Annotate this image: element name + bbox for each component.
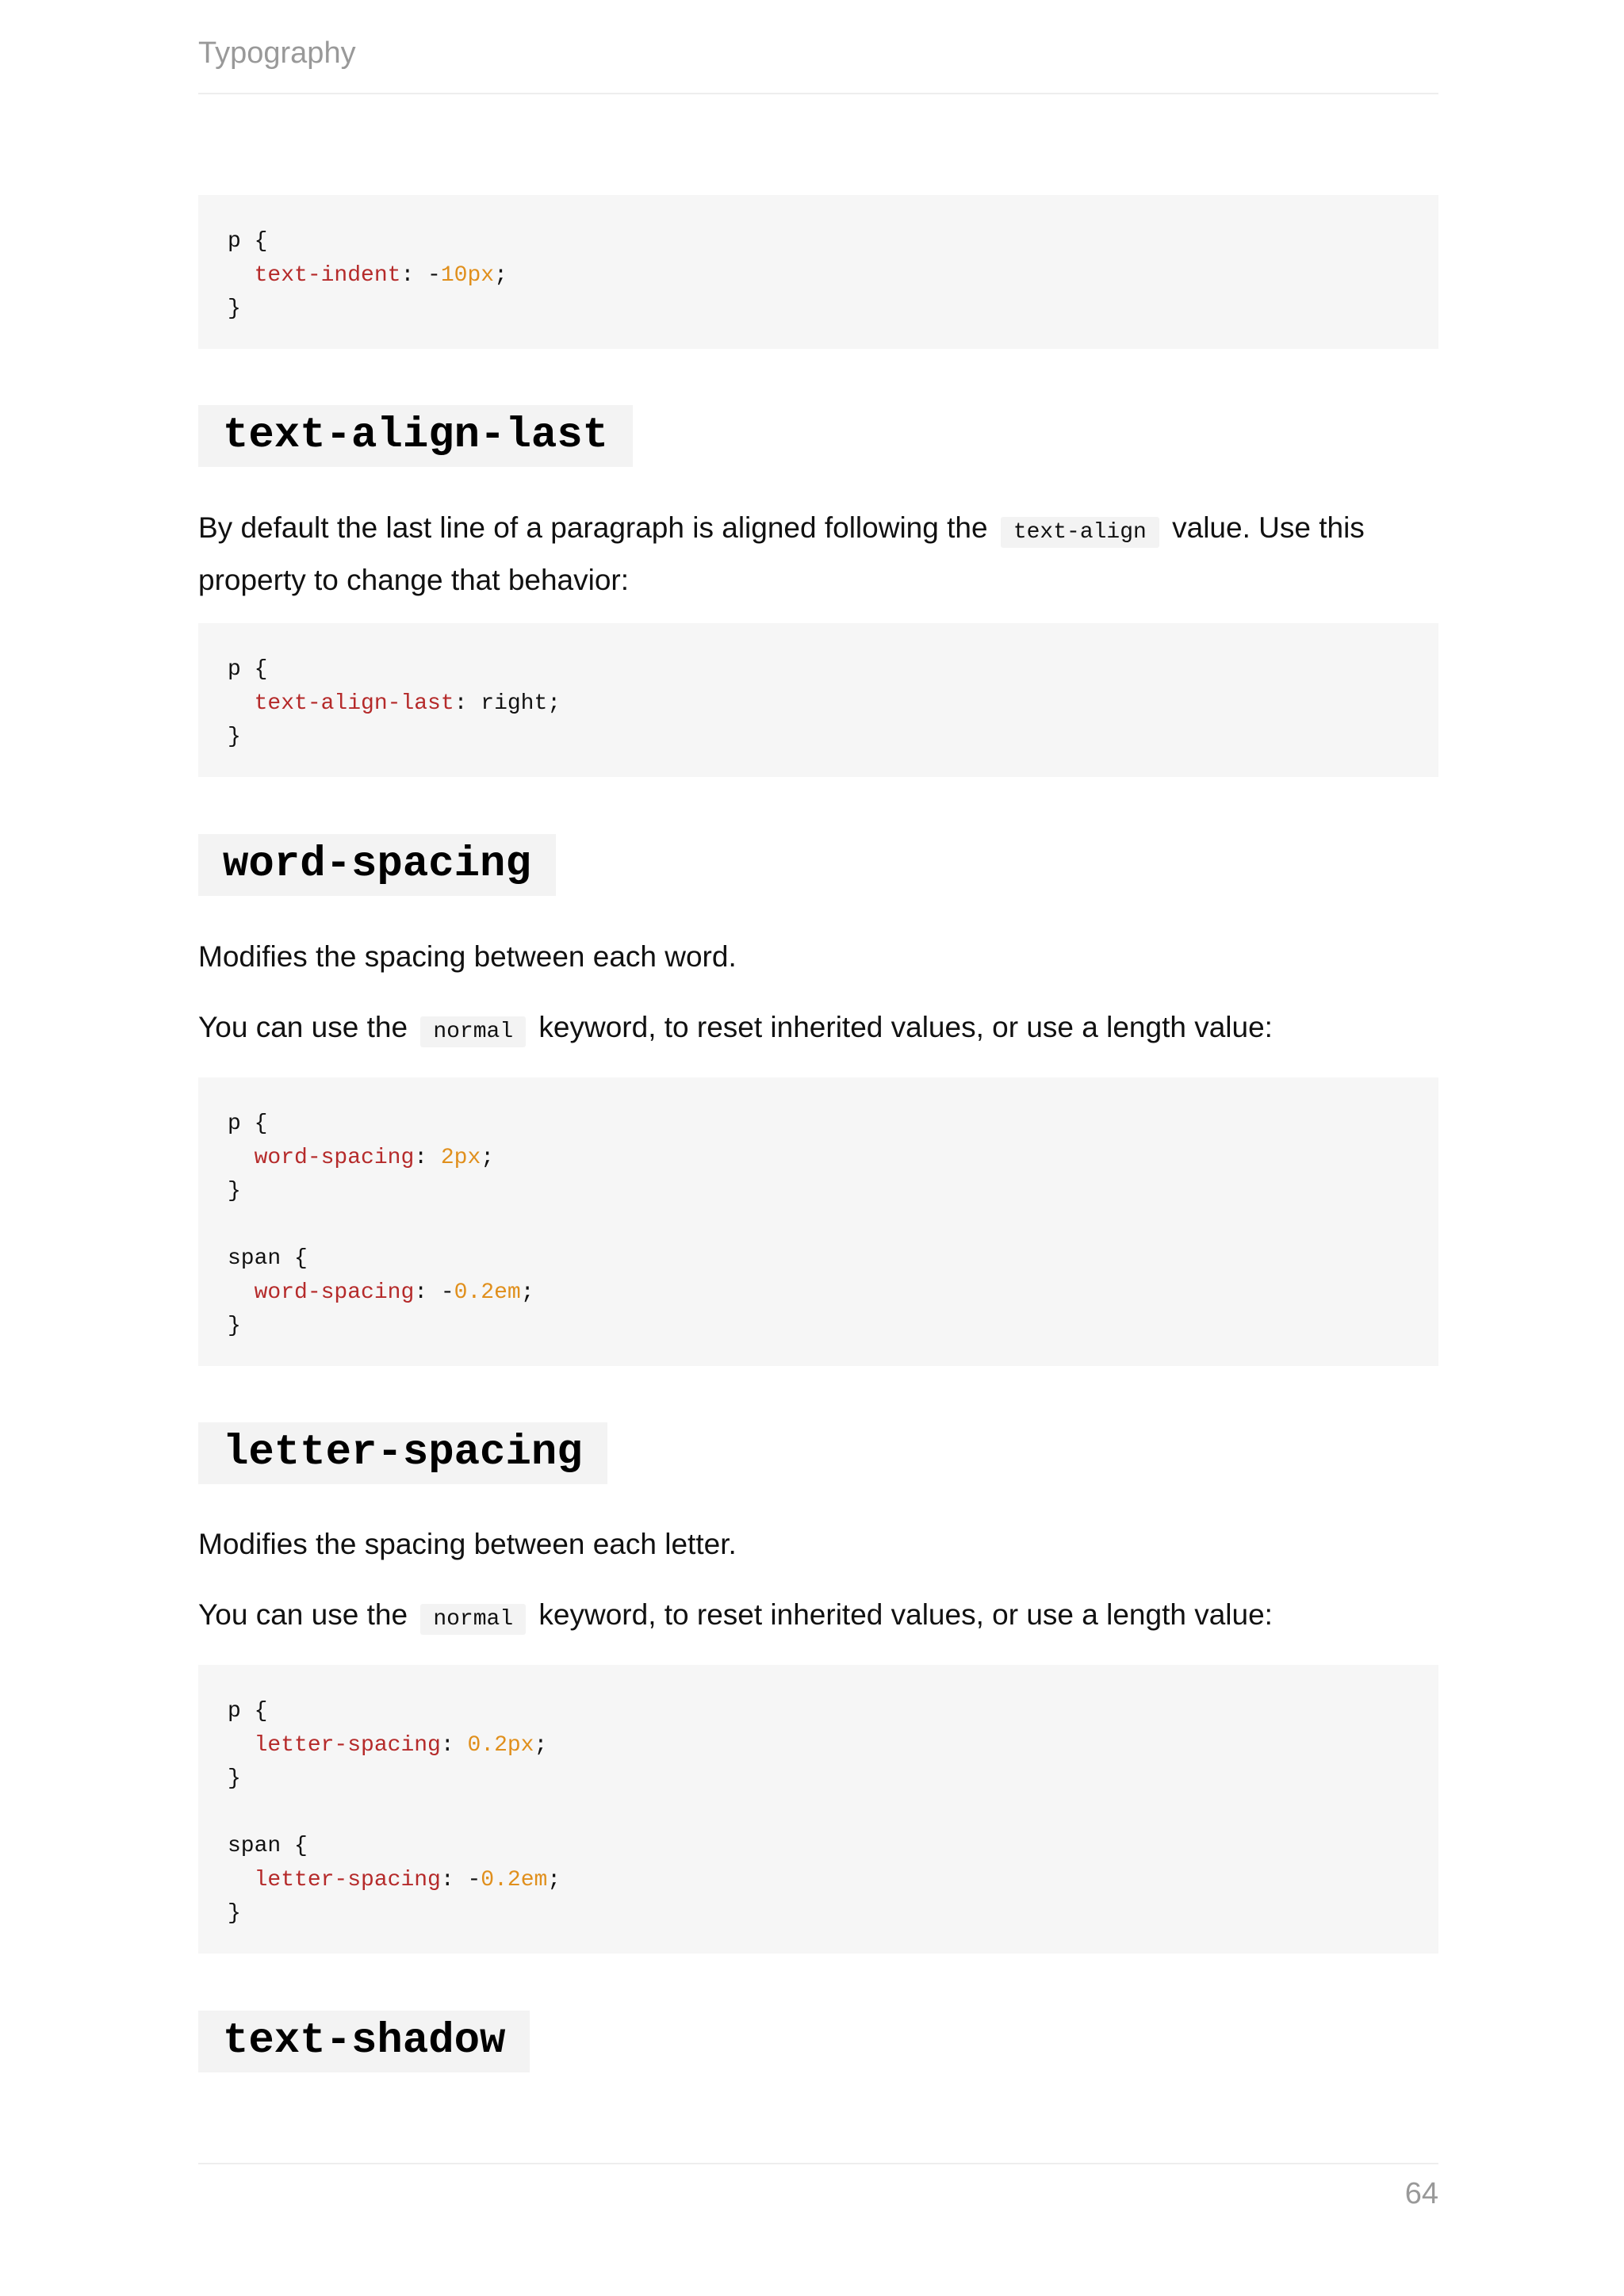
code-line [228, 687, 1438, 721]
code-line [228, 1108, 1438, 1142]
code-text: p { [228, 1112, 268, 1136]
code-text: : right; [454, 691, 561, 716]
footer-divider [198, 2163, 1438, 2164]
paragraph-text: You can use the [198, 1598, 408, 1631]
code-text [228, 1868, 255, 1892]
code-text [228, 1146, 255, 1170]
code-text: } [228, 1766, 241, 1791]
code-text: ; [494, 262, 508, 288]
code-text: : - [440, 1867, 481, 1892]
code-line [228, 1310, 1438, 1344]
paragraph-text: You can use the [198, 1011, 408, 1043]
code-text: ; [481, 1145, 495, 1170]
paragraph-letter-spacing-desc: Modifies the spacing between each letter. [198, 1528, 737, 1560]
code-property: letter-spacing [254, 1867, 441, 1892]
code-line [228, 1142, 1438, 1176]
paragraph-text-align-last [198, 504, 1438, 604]
code-text: span { [228, 1246, 308, 1271]
code-text: ; [534, 1732, 548, 1758]
paragraph-text: By default the last line of a paragraph is aligned following the [198, 511, 988, 544]
section-heading-letter-spacing: letter-spacing [198, 1422, 607, 1484]
code-text: } [228, 1314, 241, 1338]
section-heading-text-shadow: text-shadow [198, 2011, 530, 2072]
code-text: : - [414, 1280, 454, 1305]
code-text [228, 691, 255, 716]
code-text: : - [400, 262, 441, 288]
code-property: word-spacing [254, 1145, 415, 1170]
code-line [228, 1695, 1438, 1729]
code-text: span { [228, 1834, 308, 1858]
code-text [228, 263, 255, 288]
code-text: p { [228, 657, 268, 682]
code-text: : [414, 1145, 441, 1170]
code-line [228, 1830, 1438, 1864]
code-line [228, 1242, 1438, 1276]
code-line [228, 1897, 1438, 1931]
code-line [228, 1762, 1438, 1797]
code-number: 10px [440, 262, 495, 288]
code-number: 2px [440, 1145, 481, 1170]
code-number: 0.2em [481, 1867, 548, 1892]
code-text [228, 1733, 255, 1758]
page-number: 64 [1404, 2177, 1438, 2210]
code-text: } [228, 1901, 241, 1926]
code-property: text-indent [254, 262, 401, 288]
code-line [228, 293, 1438, 327]
code-text: } [228, 1179, 241, 1203]
code-text: p { [228, 229, 268, 254]
code-property: text-align-last [254, 691, 454, 716]
code-text: p { [228, 1699, 268, 1724]
section-heading-word-spacing: word-spacing [198, 834, 556, 896]
code-number: 0.2px [467, 1732, 534, 1758]
code-property: word-spacing [254, 1280, 415, 1305]
code-text: ; [520, 1280, 534, 1305]
code-line [228, 1729, 1438, 1763]
code-block-word-spacing [198, 1077, 1438, 1366]
code-line [228, 225, 1438, 259]
code-line [228, 1797, 1438, 1831]
code-block-text-align-last [198, 623, 1438, 777]
code-line [228, 1175, 1438, 1209]
code-text: } [228, 725, 241, 749]
inline-code: normal [420, 1016, 526, 1047]
inline-code: text-align [1001, 517, 1159, 548]
paragraph-text: keyword, to reset inherited values, or use a length value: [538, 1011, 1273, 1043]
code-block-text-indent [198, 195, 1438, 349]
code-line [228, 721, 1438, 755]
code-text [228, 1280, 255, 1305]
paragraph-word-spacing-desc: Modifies the spacing between each word. [198, 940, 737, 973]
header-divider [198, 93, 1438, 94]
paragraph-word-spacing-usage [198, 1004, 1438, 1056]
paragraph-text: value. Use this property to change that behavior: [198, 511, 1365, 596]
code-text: : [440, 1732, 468, 1758]
running-header: Typography [198, 36, 356, 70]
code-property: letter-spacing [254, 1732, 441, 1758]
code-line [228, 1209, 1438, 1243]
code-number: 0.2em [454, 1280, 521, 1305]
code-text: ; [547, 1867, 561, 1892]
inline-code: normal [420, 1604, 526, 1635]
code-line [228, 259, 1438, 293]
section-heading-text-align-last: text-align-last [198, 405, 633, 467]
paragraph-text: keyword, to reset inherited values, or use a length value: [538, 1598, 1273, 1631]
code-line [228, 1276, 1438, 1311]
code-text: } [228, 297, 241, 321]
code-block-letter-spacing [198, 1665, 1438, 1954]
paragraph-letter-spacing-usage [198, 1591, 1438, 1644]
code-line [228, 653, 1438, 687]
code-line [228, 1864, 1438, 1898]
